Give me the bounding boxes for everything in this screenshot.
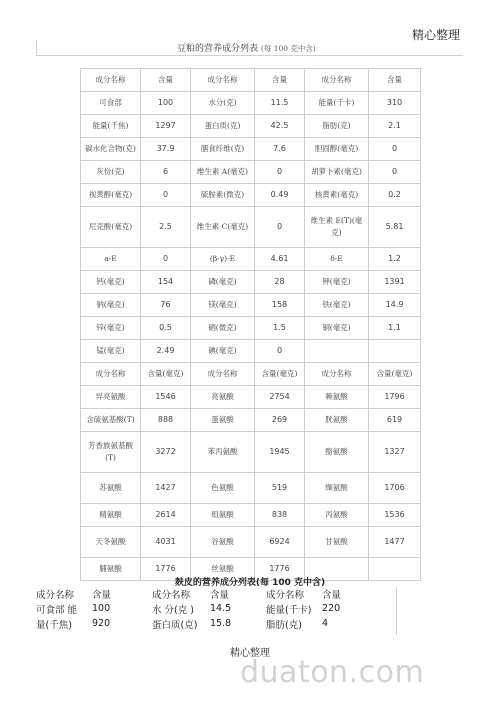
table-cell: 0 [141,248,191,271]
table-cell: 苏氨酸 [81,473,141,504]
table-cell: 6 [141,161,191,184]
table-cell: 4031 [141,527,191,558]
table-cell: 0 [141,184,191,207]
table-cell: 胆固醇(毫克) [305,138,369,161]
table-cell: 丙氨酸 [305,504,369,527]
table-cell: 含量 [255,69,305,92]
table-cell: 0.2 [369,184,421,207]
table-cell: 0.49 [255,184,305,207]
bran-cell: 220 [322,603,341,614]
table-cell: 硒(微克) [191,317,255,340]
table-cell: 膳食纤维(克) [191,138,255,161]
table-cell: 精氨酸 [81,504,141,527]
table-row [81,115,421,138]
table-cell: a-E [81,248,141,271]
bran-row [36,616,356,631]
table-cell: 0 [255,207,305,248]
table-cell: 含量(毫克) [255,363,305,386]
table-cell: 视黄醇(毫克) [81,184,141,207]
table-cell: 0 [255,161,305,184]
table-cell: 1391 [369,271,421,294]
table-cell: 2.5 [141,207,191,248]
table-cell: 1.2 [369,248,421,271]
table-cell: 成分名称 [191,69,255,92]
table-cell: 1945 [255,432,305,473]
bran-cell: 920 [92,618,111,629]
table-cell: 2.49 [141,340,191,363]
table-cell: 1297 [141,115,191,138]
table-cell: 1427 [141,473,191,504]
table-cell: δ-E [305,248,369,271]
table-row [81,294,421,317]
table-cell: 6924 [255,527,305,558]
table-cell: 脂肪(克) [305,115,369,138]
bran-cell: 量(千焦) [36,619,72,631]
table-cell: 成分名称 [305,69,369,92]
table-cell: 铜(毫克) [305,317,369,340]
table-cell: 1706 [369,473,421,504]
table-cell: 镁(毫克) [191,294,255,317]
table-cell: 158 [255,294,305,317]
table-cell: 酪氨酸 [305,432,369,473]
table-row [81,432,421,473]
table-cell: 2.1 [369,115,421,138]
table-cell: 269 [255,409,305,432]
table-row [81,317,421,340]
table-cell: 0.5 [141,317,191,340]
table-cell: 维生素 C(毫克) [191,207,255,248]
table-cell: 14.9 [369,294,421,317]
table-row [81,504,421,527]
table-cell: 碘(毫克) [191,340,255,363]
table-cell: 1327 [369,432,421,473]
table-cell: 28 [255,271,305,294]
table-cell: 胡萝卜素(毫克) [305,161,369,184]
table-cell: 碳水化合物(克) [81,138,141,161]
table-cell: 成分名称 [305,363,369,386]
bran-cell: 15.8 [210,618,232,629]
table-cell: 丝氨酸 [191,558,255,581]
table-cell: 619 [369,409,421,432]
table-cell: 0 [255,340,305,363]
table-row [81,248,421,271]
table-cell: 2754 [255,386,305,409]
table-cell: 钾(毫克) [305,271,369,294]
table-cell: 37.9 [141,138,191,161]
table-cell: 尼克酸(毫克) [81,207,141,248]
bran-cell: 含量 [92,589,112,601]
table-cell: 含硫氨基酸(T) [81,409,141,432]
table-cell: 天冬氨酸 [81,527,141,558]
table-cell: 成分名称 [191,363,255,386]
table-cell: 1776 [141,558,191,581]
table-cell: 铁(毫克) [305,294,369,317]
table-cell: 519 [255,473,305,504]
bran-title-note: (每 100 克中含) [255,578,326,588]
table-row [81,473,421,504]
table-cell: 1.5 [255,317,305,340]
table-cell: 2614 [141,504,191,527]
table-cell: 钙(毫克) [81,271,141,294]
bran-cell: 含量 [210,589,230,601]
table-cell: 甘氨酸 [305,527,369,558]
table-row [81,363,421,386]
table-row [81,161,421,184]
table-row [81,340,421,363]
table-cell: 维生素 E(T)(毫克) [305,207,369,248]
bran-cell: 水 分(克 ) [152,604,194,616]
bran-row [36,601,356,616]
table-row [81,271,421,294]
table-cell: 成分名称 [81,363,141,386]
bran-cell: 成分名称 [152,589,191,601]
bran-cell: 成分名称 [36,589,75,601]
table-row [81,92,421,115]
table-cell: 154 [141,271,191,294]
table-row [81,69,421,92]
table-cell: 含量 [369,69,421,92]
table-cell: 1.1 [369,317,421,340]
table-cell: 888 [141,409,191,432]
bran-cell: 能量(千卡) [266,604,312,616]
table-cell: 能量(千焦) [81,115,141,138]
header-note: 精心整理 [411,28,460,42]
table-cell: 核黄素(毫克) [305,184,369,207]
table-cell: 1546 [141,386,191,409]
table-cell: 缬氨酸 [305,473,369,504]
table-cell: 含量(毫克) [141,363,191,386]
table-cell: 成分名称 [81,69,141,92]
table-row [81,207,421,248]
table-cell: 11.5 [255,92,305,115]
table-cell: (β-γ)-E [191,248,255,271]
bran-cell: 含量 [322,589,342,601]
table-cell: 脯氨酸 [81,558,141,581]
table-cell: 磷(毫克) [191,271,255,294]
table-cell: 水分(克) [191,92,255,115]
table-cell: 1477 [369,527,421,558]
table-cell: 蛋氨酸 [191,409,255,432]
table-cell: 谷氨酸 [191,527,255,558]
table-cell: 硫胺素(微克) [191,184,255,207]
table-cell: 蛋白质(克) [191,115,255,138]
table-row [81,527,421,558]
table-cell [369,340,421,363]
table-cell: 苯丙氨酸 [191,432,255,473]
table-row [81,409,421,432]
table-cell: 异亮氨酸 [81,386,141,409]
table-cell: 能量(千卡) [305,92,369,115]
table-row [81,386,421,409]
table-cell: 838 [255,504,305,527]
table-cell: 3272 [141,432,191,473]
table-cell: 4.61 [255,248,305,271]
table-cell: 赖氨酸 [305,386,369,409]
bran-cell: 4 [322,618,329,629]
title-text: 豆粕的营养成分列表 [177,44,259,54]
table-cell: 锰(毫克) [81,340,141,363]
table-cell: 1796 [369,386,421,409]
table-cell: 42.5 [255,115,305,138]
bran-cell: 可食部 能 [36,604,78,616]
soybean-meal-nutrition-table [80,68,421,581]
footer-note: 精心整理 [230,648,270,659]
bran-cell: 脂肪(克) [266,619,302,631]
bran-cell: 蛋白质(克) [152,619,198,631]
bran-row [36,586,356,601]
table-cell [305,340,369,363]
bran-cell: 100 [92,603,111,614]
bran-cell: 14.5 [210,603,232,614]
table-cell: 胱氨酸 [305,409,369,432]
table-cell: 1776 [255,558,305,581]
bran-title-text: 麸皮的营养成分列表 [174,578,256,588]
table-cell: 含量(毫克) [369,363,421,386]
table-cell: 灰份(克) [81,161,141,184]
table-cell: 色氨酸 [191,473,255,504]
table-cell: 组氨酸 [191,504,255,527]
title-note: (每 100 克中含) [260,44,316,53]
bran-nutrition-table [36,586,356,631]
table-cell: 310 [369,92,421,115]
table-title-bar [36,40,463,56]
table-cell: 亮氨酸 [191,386,255,409]
watermark-text: duaton.com [240,655,425,690]
table-cell: 芳香族氨基酸(T) [81,432,141,473]
table-cell: 76 [141,294,191,317]
table-cell: 钠(毫克) [81,294,141,317]
bran-cell: 成分名称 [266,589,305,601]
table-cell: 0 [369,138,421,161]
table-cell: 7.6 [255,138,305,161]
table-cell: 维生素 A(毫克) [191,161,255,184]
table-row [81,138,421,161]
table-cell: 100 [141,92,191,115]
table-cell: 5.81 [369,207,421,248]
table-row [81,184,421,207]
table-cell: 1536 [369,504,421,527]
table-cell: 含量 [141,69,191,92]
page-title [177,41,316,54]
table-cell: 0 [369,161,421,184]
table-cell: 可食部 [81,92,141,115]
table-cell: 锌(毫克) [81,317,141,340]
